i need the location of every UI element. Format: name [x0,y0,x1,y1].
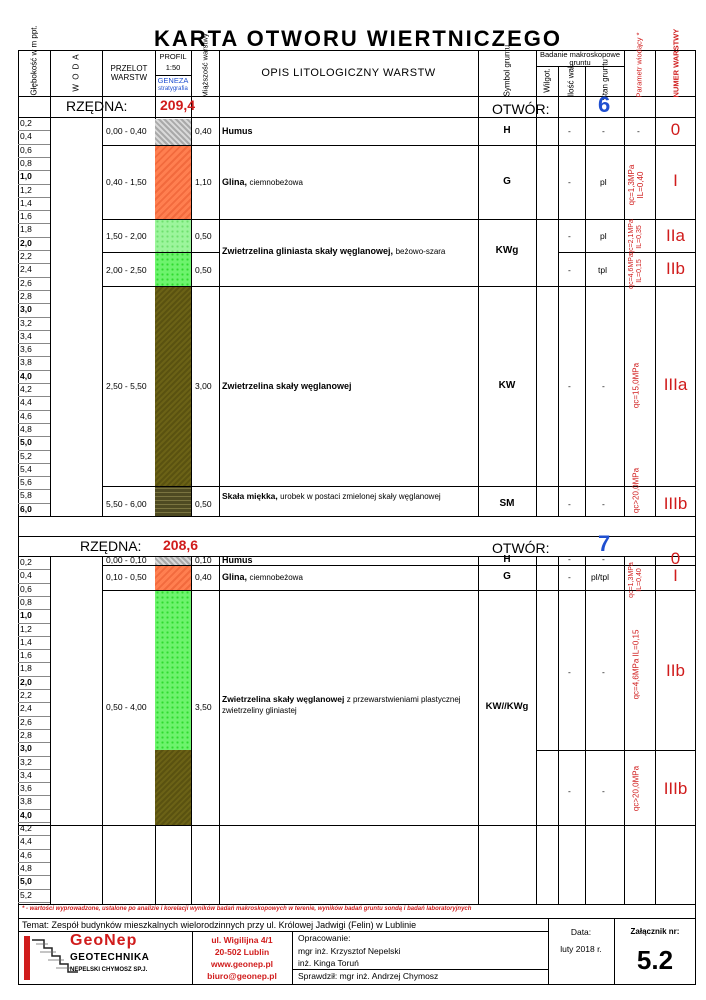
name-6-1: Glina, ciemnobeżowa [222,177,303,187]
param-7-1: qc=1,3MPa IL=0,40 [628,562,643,598]
stan-6-0: - [602,126,605,136]
depth-label: 2,2 [20,690,32,700]
elevation-value-7: 208,6 [163,537,199,553]
range-7-2: 0,50 - 4,00 [106,702,147,712]
ilosc-6-1: - [568,177,571,187]
range-6-0: 0,00 - 0,40 [106,126,147,136]
layer-num-6-2: IIa [666,226,685,245]
symbol-6-5: SM [499,498,515,509]
depth-label: 1,4 [20,636,32,647]
depth-label: 4,2 [20,823,32,833]
depth-label: 2,0 [20,237,32,248]
depth-label: 2,8 [20,290,32,301]
depth-label: 4,8 [20,423,32,434]
range-6-2: 1,50 - 2,00 [106,231,147,241]
param-7-3: qc>20,0MPa [631,765,641,812]
depth-label: 1,6 [20,650,32,661]
name-7-0: Humus [222,555,253,565]
header-layer-no: NUMER WARSTWY [671,28,681,98]
header-genesis: GENEZA [155,75,191,85]
depth-label: 1,8 [20,224,32,235]
depth-label: 0,6 [20,144,32,155]
name-7-2: Zwietrzelina skały węglanowej z przewarstwieniami plastycznej zwietrzeliny gliniastej [222,694,461,715]
depth-label: 1,0 [20,171,32,182]
header-moisture: Wilgot. [542,68,552,93]
symbol-6-2: KWg [495,245,519,256]
ilosc-7-2: - [568,667,571,677]
thick-7-1: 0,40 [195,572,212,582]
layer-num-7-2: IIb [666,661,685,680]
depth-label: 3,2 [20,756,32,767]
depth-label: 4,4 [20,397,32,408]
depth-label: 5,2 [20,450,32,461]
header-symbol: Symbol gruntu [502,44,512,97]
website-link[interactable]: www.geonep.pl [210,959,274,969]
ilosc-6-2: - [568,231,571,241]
date-value: luty 2018 r. [560,944,602,954]
depth-label: 2,4 [20,264,32,275]
stan-6-4: - [602,381,605,391]
depth-label: 4,4 [20,836,32,847]
symbol-7-1: G [503,571,511,582]
profile-kw [155,286,191,486]
depth-label: 2,2 [20,251,32,261]
stan-7-0: - [602,554,605,564]
depth-label: 3,4 [20,330,32,341]
author-2: inż. Kinga Toruń [298,958,359,968]
profile-humus [155,119,191,145]
header-depth: Głębokość w m ppt. [29,25,39,96]
thick-6-3: 0,50 [195,265,212,275]
profile-glina [155,145,191,219]
range-6-1: 0,40 - 1,50 [106,177,147,187]
header-water: W O D A [71,53,81,92]
range-7-1: 0,10 - 0,50 [106,572,147,582]
symbol-6-1: G [503,176,511,187]
attachment-label: Załącznik nr: [630,927,680,936]
ilosc-6-4: - [568,381,571,391]
name-6-0: Humus [222,126,253,136]
range-6-4: 2,50 - 5,50 [106,381,147,391]
layer-num-7-1: I [673,566,678,585]
thick-6-1: 1,10 [195,177,212,187]
depth-label: 3,0 [20,304,32,315]
depth-label: 3,6 [20,783,32,794]
footnote: * - wartości wyprowadzone, ustalone po analizie i korelacji wyników badań makroskopowych w terenie, wyników badań gruntu sondą i badań laboratoryjnych [22,906,472,912]
stan-6-3: tpl [598,265,607,275]
hole-label-7: OTWÓR: [492,540,550,556]
depth-label: 5,8 [20,490,32,501]
profile-kwg-a [155,219,191,252]
depth-label: 1,2 [20,184,32,195]
hole-label-6: OTWÓR: [492,101,550,117]
depth-label: 3,6 [20,344,32,355]
depth-label: 6,0 [20,503,32,514]
address-1: ul. Wigilijna 4/1 [211,935,273,945]
depth-label: 2,0 [20,676,32,687]
profile-kwkwg [155,590,191,750]
range-6-5: 5,50 - 6,00 [106,499,147,509]
depth-label: 5,0 [20,437,32,448]
depth-label: 4,6 [20,849,32,860]
profile-glina-7 [155,565,191,590]
depth-label: 1,2 [20,623,32,634]
page-title: KARTA OTWORU WIERTNICZEGO [153,26,563,51]
depth-label: 4,2 [20,384,32,394]
symbol-7-0: H [503,554,511,565]
depth-label: 0,2 [20,118,32,128]
header-stratigraphy: stratygrafia [158,86,188,92]
profile-sm [155,486,191,516]
header-param: Parametr wiodący * [634,32,644,98]
header-scale: 1:50 [165,63,181,72]
date-label: Data: [570,927,592,937]
name-6-2: Zwietrzelina gliniasta skały węglanowej, beżowo-szara [222,246,446,256]
depth-label: 3,8 [20,357,32,368]
topic: Temat: Zespół budynków mieszkalnych wielorodzinnych przy ul. Królowej Jadwigi (Felin) w Lublinie [22,920,417,930]
elevation-label-6: RZĘDNA: [66,98,128,114]
thick-6-5: 0,50 [195,499,212,509]
layer-num-6-1: I [673,171,678,190]
depth-label: 1,4 [20,197,32,208]
header-profile: PROFIL [159,52,187,61]
logo-name: GeoNep [70,932,138,949]
thick-6-2: 0,50 [195,231,212,241]
depth-label: 4,8 [20,862,32,873]
layer-num-6-5: IIIb [663,494,688,513]
header-lime: Ilość wał. [566,64,576,97]
depth-label: 4,6 [20,410,32,421]
thick-7-0: 0,10 [195,555,212,565]
depth-label: 0,8 [20,596,32,607]
param-6-0: - [637,126,640,136]
hole-number-6: 6 [598,92,611,117]
ilosc-6-0: - [568,126,571,136]
param-6-2: qc=2,1MPa IL=0,35 [628,219,643,255]
depth-label: 0,4 [20,570,32,581]
ilosc-7-0: - [568,554,571,564]
ilosc-7-1: - [568,572,571,582]
company-logo [22,934,190,982]
profile-kw-7 [155,750,191,825]
symbol-6-4: KW [498,380,516,391]
depth-label: 5,6 [20,477,32,488]
param-6-1: qc=1,3MPa IL=0,40 [627,164,645,206]
elevation-label-7: RZĘDNA: [80,538,142,554]
layer-num-6-4: IIIa [663,375,688,394]
param-6-4: qc=15,0MPa [631,362,641,409]
depth-label: 2,6 [20,277,32,288]
range-7-0: 0,00 - 0,10 [106,555,147,565]
layer-num-6-0: 0 [670,120,681,139]
depth-label: 3,0 [20,743,32,754]
stan-6-5: - [602,499,605,509]
author-1: mgr inż. Krzysztof Nepelski [298,946,401,956]
depth-label: 5,0 [20,876,32,887]
stan-7-1: pl/tpl [591,572,609,582]
layer-num-6-3: IIb [666,259,685,278]
range-6-3: 2,00 - 2,50 [106,265,147,275]
attachment-number: 5.2 [636,945,674,975]
checked-by: Sprawdził: mgr inż. Andrzej Chymosz [298,971,439,981]
logo-sub2: NEPELSKI CHYMOSZ SP.J. [70,967,148,973]
param-7-2: qc=4,6MPa IL=0,15 [631,629,641,700]
name-7-1: Glina, ciemnobeżowa [222,572,303,582]
elevation-value-6: 209,4 [160,97,196,113]
layer-num-7-0: 0 [670,549,681,568]
symbol-6-0: H [503,125,511,136]
depth-label: 1,8 [20,663,32,674]
thick-6-0: 0,40 [195,126,212,136]
depth-label: 1,6 [20,211,32,222]
depth-label: 5,4 [20,463,32,474]
depth-label: 1,0 [20,610,32,621]
name-6-4: Zwietrzelina skały węglanowej [222,381,352,391]
param-6-5: qc>20,0MPa [631,467,641,514]
depth-label: 3,8 [20,796,32,807]
profile-kwg-b [155,252,191,286]
header-interval: PRZELOT WARSTW [110,64,148,82]
profile-humus-7 [155,557,191,565]
symbol-7-2: KW//KWg [485,701,529,712]
header-macro: Badanie makroskopowe gruntu [539,50,621,67]
ilosc-6-3: - [568,265,571,275]
depth-label: 0,8 [20,157,32,168]
logo-sub: GEOTECHNIKA [70,952,150,963]
layer-num-7-3: IIIb [663,779,688,798]
depth-label: 2,6 [20,716,32,727]
stan-7-3: - [602,786,605,796]
depth-label: 0,6 [20,583,32,594]
hole-number-7: 7 [598,531,611,556]
ilosc-7-3: - [568,786,571,796]
depth-label: 2,4 [20,703,32,714]
stan-7-2: - [602,667,605,677]
depth-label: 3,2 [20,317,32,328]
depth-label: 0,2 [20,557,32,567]
stan-6-1: pl [600,177,607,187]
param-6-3: qc=4,6MPa IL=0,15 [628,253,643,289]
stan-6-2: pl [600,231,607,241]
email-link[interactable]: biuro@geonep.pl [207,971,277,981]
header-thickness: Miąższość warstwy [200,33,210,98]
depth-label: 3,4 [20,769,32,780]
name-6-5: Skała miękka, urobek w postaci zmielonej skały węglanowej [222,491,441,501]
prepared-label: Opracowanie: [298,933,351,943]
ilosc-6-5: - [568,499,571,509]
thick-7-2: 3,50 [195,702,212,712]
depth-label: 0,4 [20,131,32,142]
header-description: OPIS LITOLOGICZNY WARSTW [261,67,436,79]
header-state: Stan gruntu [600,59,610,101]
address-2: 20-502 Lublin [214,947,270,957]
depth-label: 5,2 [20,889,32,900]
depth-label: 2,8 [20,729,32,740]
depth-label: 4,0 [20,370,32,381]
depth-label: 4,0 [20,809,32,820]
thick-6-4: 3,00 [195,381,212,391]
